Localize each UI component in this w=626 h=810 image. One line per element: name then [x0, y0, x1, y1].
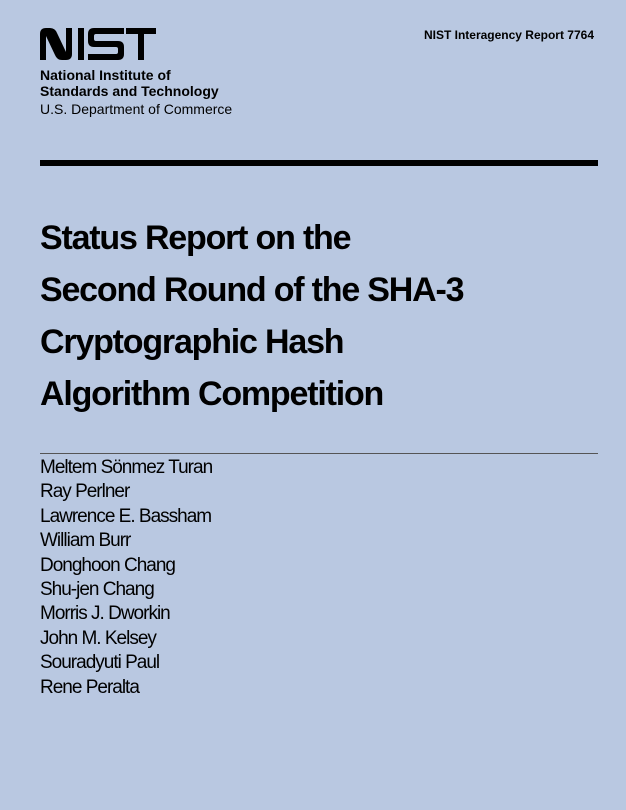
author-name: John M. Kelsey — [40, 627, 156, 649]
title-line: Status Report on the — [40, 219, 351, 257]
author-name: Meltem Sönmez Turan — [40, 457, 213, 478]
author-name: Morris J. Dworkin — [40, 603, 170, 625]
author-name: Lawrence E. Bassham — [40, 505, 212, 527]
author-name: Souradyuti Paul — [40, 652, 160, 674]
author-name: Rene Peralta — [40, 676, 139, 698]
author-name: Donghoon Chang — [40, 554, 175, 576]
institute-name-line2: Standards and Technology — [40, 83, 219, 99]
title-line: Cryptographic Hash — [40, 323, 344, 361]
institute-name — [40, 67, 219, 99]
report-title — [40, 212, 600, 420]
title-line: Second Round of the SHA-3 — [40, 271, 464, 309]
author-name: Ray Perlner — [40, 481, 130, 503]
department-name: U.S. Department of Commerce — [40, 101, 233, 117]
institute-name-line1: National Institute of — [40, 67, 171, 83]
header-divider — [40, 160, 598, 166]
author-name: William Burr — [40, 530, 131, 552]
report-number: NIST Interagency Report 7764 — [423, 28, 594, 42]
nist-logo — [38, 28, 156, 60]
author-list — [40, 456, 212, 700]
title-line: Algorithm Competition — [40, 375, 384, 413]
title-divider — [40, 453, 598, 454]
author-name: Shu-jen Chang — [40, 579, 154, 601]
